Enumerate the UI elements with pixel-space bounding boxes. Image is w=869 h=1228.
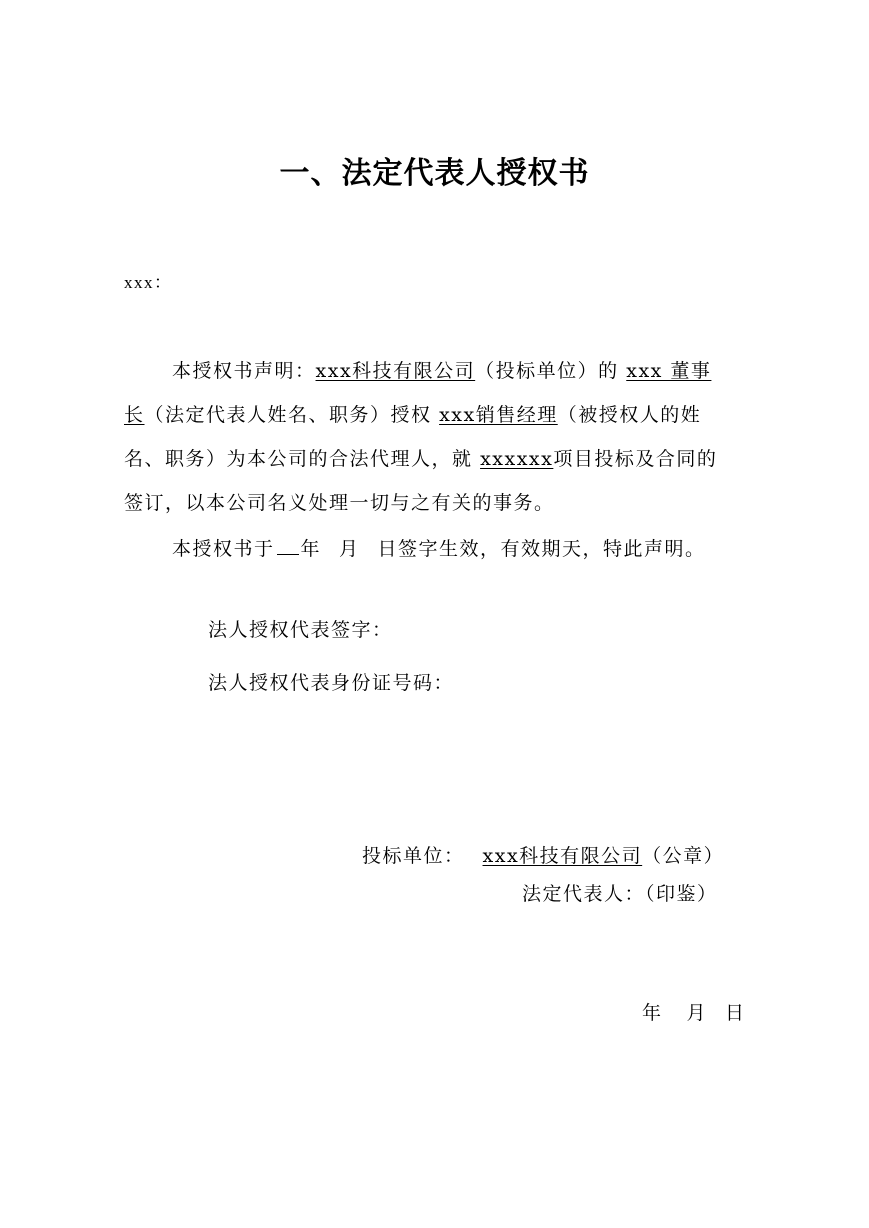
para1-text: 项目投标及合同的 [553,448,718,470]
para1-line2 [124,403,701,427]
bidder-label: 投标单位： [362,845,465,867]
bidder-line [362,844,724,868]
para1-line1 [172,359,711,383]
legal-rep-seal-line [522,882,718,906]
para2-text: 日签字生效，有效期天，特此声明。 [377,538,706,560]
para1-line4 [124,491,555,515]
para1-text: 本授权书声明： [172,360,316,382]
para2-text: 本授权书于 [172,538,275,560]
legal-rep-title: 长 [124,404,145,426]
legal-rep-name: xxx 董事 [626,360,712,382]
date-line [642,1001,746,1025]
project-name: xxxxxx [480,448,554,470]
bidder-name: xxx科技有限公司 [482,845,643,867]
para1-text: （被授权人的姓 [557,404,702,426]
date-month: 月 [686,1002,708,1024]
date-day: 日 [725,1002,746,1024]
bidder-seal: （公章） [642,845,725,867]
para1-line3 [124,447,717,471]
para2-line [172,536,706,561]
year-label: 年 [300,538,322,560]
para1-text: 名、职务）为本公司的合法代理人，就 [124,448,473,470]
legal-rep-seal-label: 法定代表人：（印鉴） [522,883,718,905]
agent-name: xxx销售经理 [439,404,558,426]
date-year: 年 [642,1002,663,1024]
company-name: xxx科技有限公司 [315,360,476,382]
recipient-line [124,270,173,295]
id-number-label: 法人授权代表身份证号码： [208,672,455,694]
id-number-line [208,671,454,695]
para1-text: （法定代表人姓名、职务）授权 [144,404,432,426]
month-label: 月 [339,538,360,560]
signature-label: 法人授权代表签字： [208,619,393,641]
signature-line [208,618,393,642]
para1-text: 签订，以本公司名义处理一切与之有关的事务。 [124,492,555,514]
para1-text: （投标单位）的 [475,360,619,382]
document-title: 一、法定代表人授权书 [279,156,590,191]
year-blank [277,536,299,555]
recipient: xxx： [124,273,173,292]
